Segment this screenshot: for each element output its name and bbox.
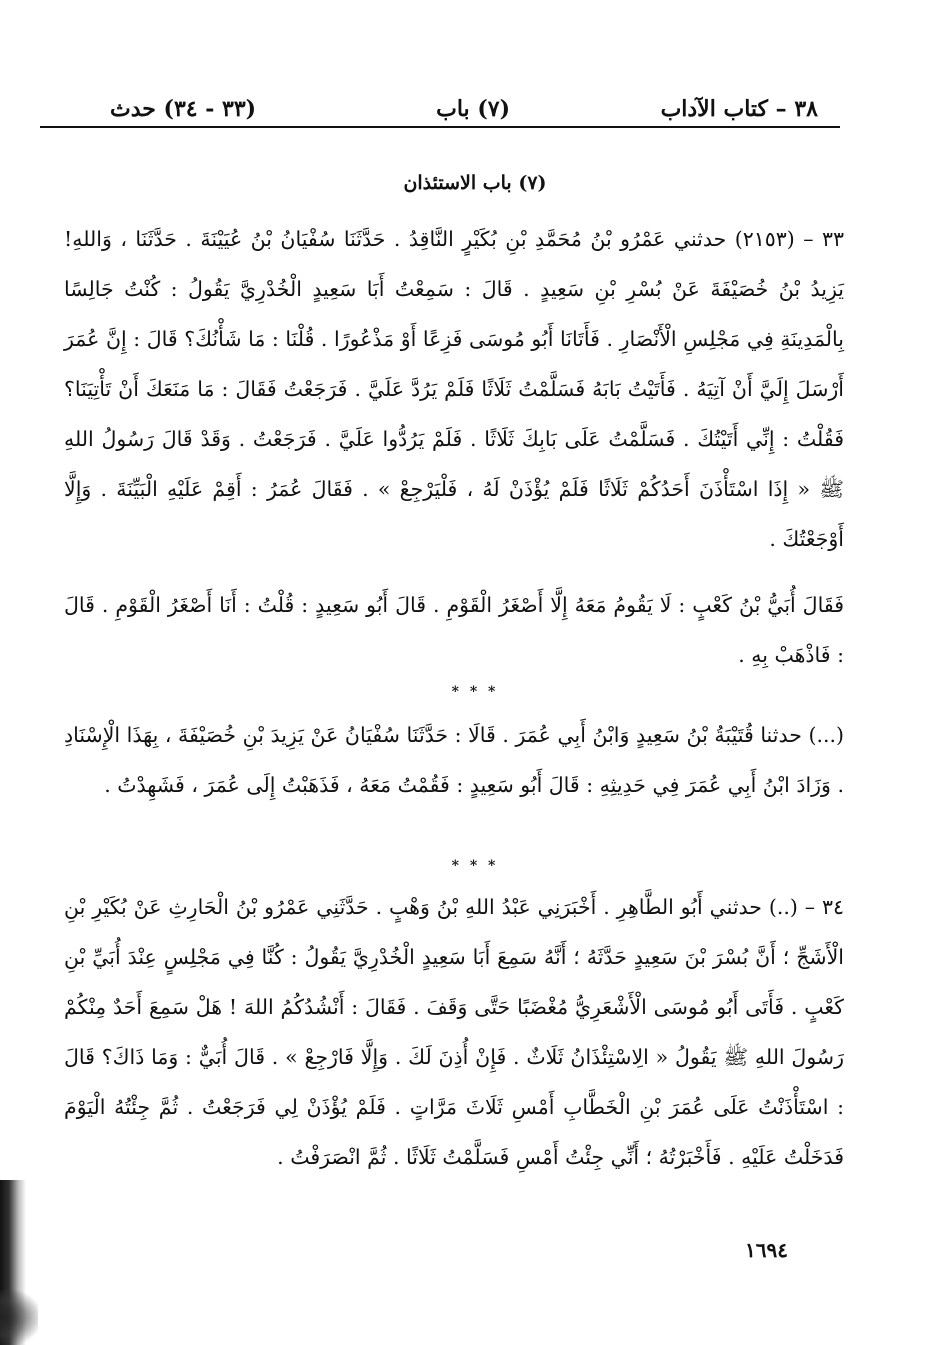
header-rule xyxy=(40,126,840,128)
page-number: ١٦٩٤ xyxy=(745,1238,788,1262)
running-header xyxy=(40,86,840,126)
header-book-title: ٣٨ – كتاب الآداب xyxy=(660,96,818,122)
section-separator: * * * xyxy=(451,858,499,874)
scan-edge-shadow xyxy=(0,1290,38,1345)
hadith-34-text: ٣٤ – (..) حدثني أَبُو الطَّاهِرِ . أَخْبَرَنِي عَبْدُ اللهِ بْنُ وَهْبٍ . حَدَّثَنِي عَمْرُو بْنُ الْحَارِثِ عَنْ بُكَيْرِ بْنِ الْأَشَجِّ ؛ أَنَّ بُسْرَ بْنَ سَعِيدٍ حَدَّثَهُ ؛ أَنَّهُ سَمِعَ أَبَا سَعِيدٍ الْخُدْرِيَّ يَقُولُ : كُنَّا فِي مَجْلِسٍ عِنْدَ أُبَيِّ بْنِ كَعْبٍ . فَأَتَى أَبُو مُوسَى الْأَشْعَرِيُّ مُغْضَبًا حَتَّى وَقَفَ . فَقَالَ : أَنْشُدُكُمُ اللهَ ! هَلْ سَمِعَ أَحَدٌ مِنْكُمْ رَسُولَ اللهِ ﷺ يَقُولُ « الِاسْتِئْذَانُ ثَلَاثٌ . فَإِنْ أُذِنَ لَكَ . وَإِلَّا فَارْجِعْ » . قَالَ أُبَيٌّ : وَمَا ذَاكَ؟ قَالَ : اسْتَأْذَنْتُ عَلَى عُمَرَ بْنِ الْخَطَّابِ أَمْسِ ثَلَاثَ مَرَّاتٍ . فَلَمْ يُؤْذَنْ لِي فَرَجَعْتُ . ثُمَّ جِئْتُهُ الْيَوْمَ فَدَخَلْتُ عَلَيْهِ . فَأَخْبَرْتُهُ ؛ أَنِّي جِئْتُ أَمْسِ فَسَلَّمْتُ ثَلَاثًا . ثُمَّ انْصَرَفْتُ . xyxy=(64,895,844,1169)
header-chapter: (٧) باب xyxy=(436,96,510,122)
chapter-title: (٧) باب الاستئذان xyxy=(403,172,547,194)
hadith-33-text: ٣٣ – (٢١٥٣) حدثني عَمْرُو بْنُ مُحَمَّدِ بْنِ بُكَيْرٍ النَّاقِدُ . حَدَّثَنَا سُفْيَانُ بْنُ عُيَيْنَةَ . حَدَّثَنَا ، وَاللهِ! يَزِيدُ بْنُ خُصَيْفَةَ عَنْ بُسْرِ بْنِ سَعِيدٍ . قَالَ : سَمِعْتُ أَبَا سَعِيدٍ الْخُدْرِيَّ يَقُولُ : كُنْتُ جَالِسًا بِالْمَدِينَةِ فِي مَجْلِسِ الْأَنْصَارِ . فَأَتَانَا أَبُو مُوسَى فَزِعًا أَوْ مَذْعُورًا . قُلْنَا : مَا شَأْنُكَ؟ قَالَ : إِنَّ عُمَرَ أَرْسَلَ إِلَيَّ أَنْ آتِيَهُ . فَأَتَيْتُ بَابَهُ فَسَلَّمْتُ ثَلَاثًا فَلَمْ يَرُدَّ عَلَيَّ . فَرَجَعْتُ فَقَالَ : مَا مَنَعَكَ أَنْ تَأْتِيَنَا؟ فَقُلْتُ : إِنِّي أَتَيْتُكَ . فَسَلَّمْتُ عَلَى بَابِكَ ثَلَاثًا . فَلَمْ يَرُدُّوا عَلَيَّ . فَرَجَعْتُ . وَقَدْ قَالَ رَسُولُ اللهِ ﷺ « إِذَا اسْتَأْذَنَ أَحَدُكُمْ ثَلَاثًا فَلَمْ يُؤْذَنْ لَهُ ، فَلْيَرْجِعْ » . فَقَالَ عُمَرُ : أَقِمْ عَلَيْهِ الْبَيِّنَةَ . وَإِلَّا أَوْجَعْتُكَ . xyxy=(64,227,844,551)
section-separator: * * * xyxy=(451,684,499,700)
hadith-variant-text: (...) حدثنا قُتَيْبَةُ بْنُ سَعِيدٍ وَابْنُ أَبِي عُمَرَ . قَالَا : حَدَّثَنَا سُفْيَانُ عَنْ يَزِيدَ بْنِ خُصَيْفَةَ ، بِهَذَا الْإِسْنَادِ . وَزَادَ ابْنُ أَبِي عُمَرَ فِي حَدِيثِهِ : قَالَ أَبُو سَعِيدٍ : فَقُمْتُ مَعَهُ ، فَذَهَبْتُ إِلَى عُمَرَ ، فَشَهِدْتُ . xyxy=(64,723,844,797)
header-hadith-range: (٣٣ - ٣٤) حدث xyxy=(110,96,257,122)
hadith-33-continuation: فَقَالَ أُبَيُّ بْنُ كَعْبٍ : لَا يَقُومُ مَعَهُ إِلَّا أَصْغَرُ الْقَوْمِ . قَالَ أَبُو سَعِيدٍ : قُلْتُ : أَنَا أَصْغَرُ الْقَوْمِ . قَالَ : فَاذْهَبْ بِهِ . xyxy=(64,593,844,667)
